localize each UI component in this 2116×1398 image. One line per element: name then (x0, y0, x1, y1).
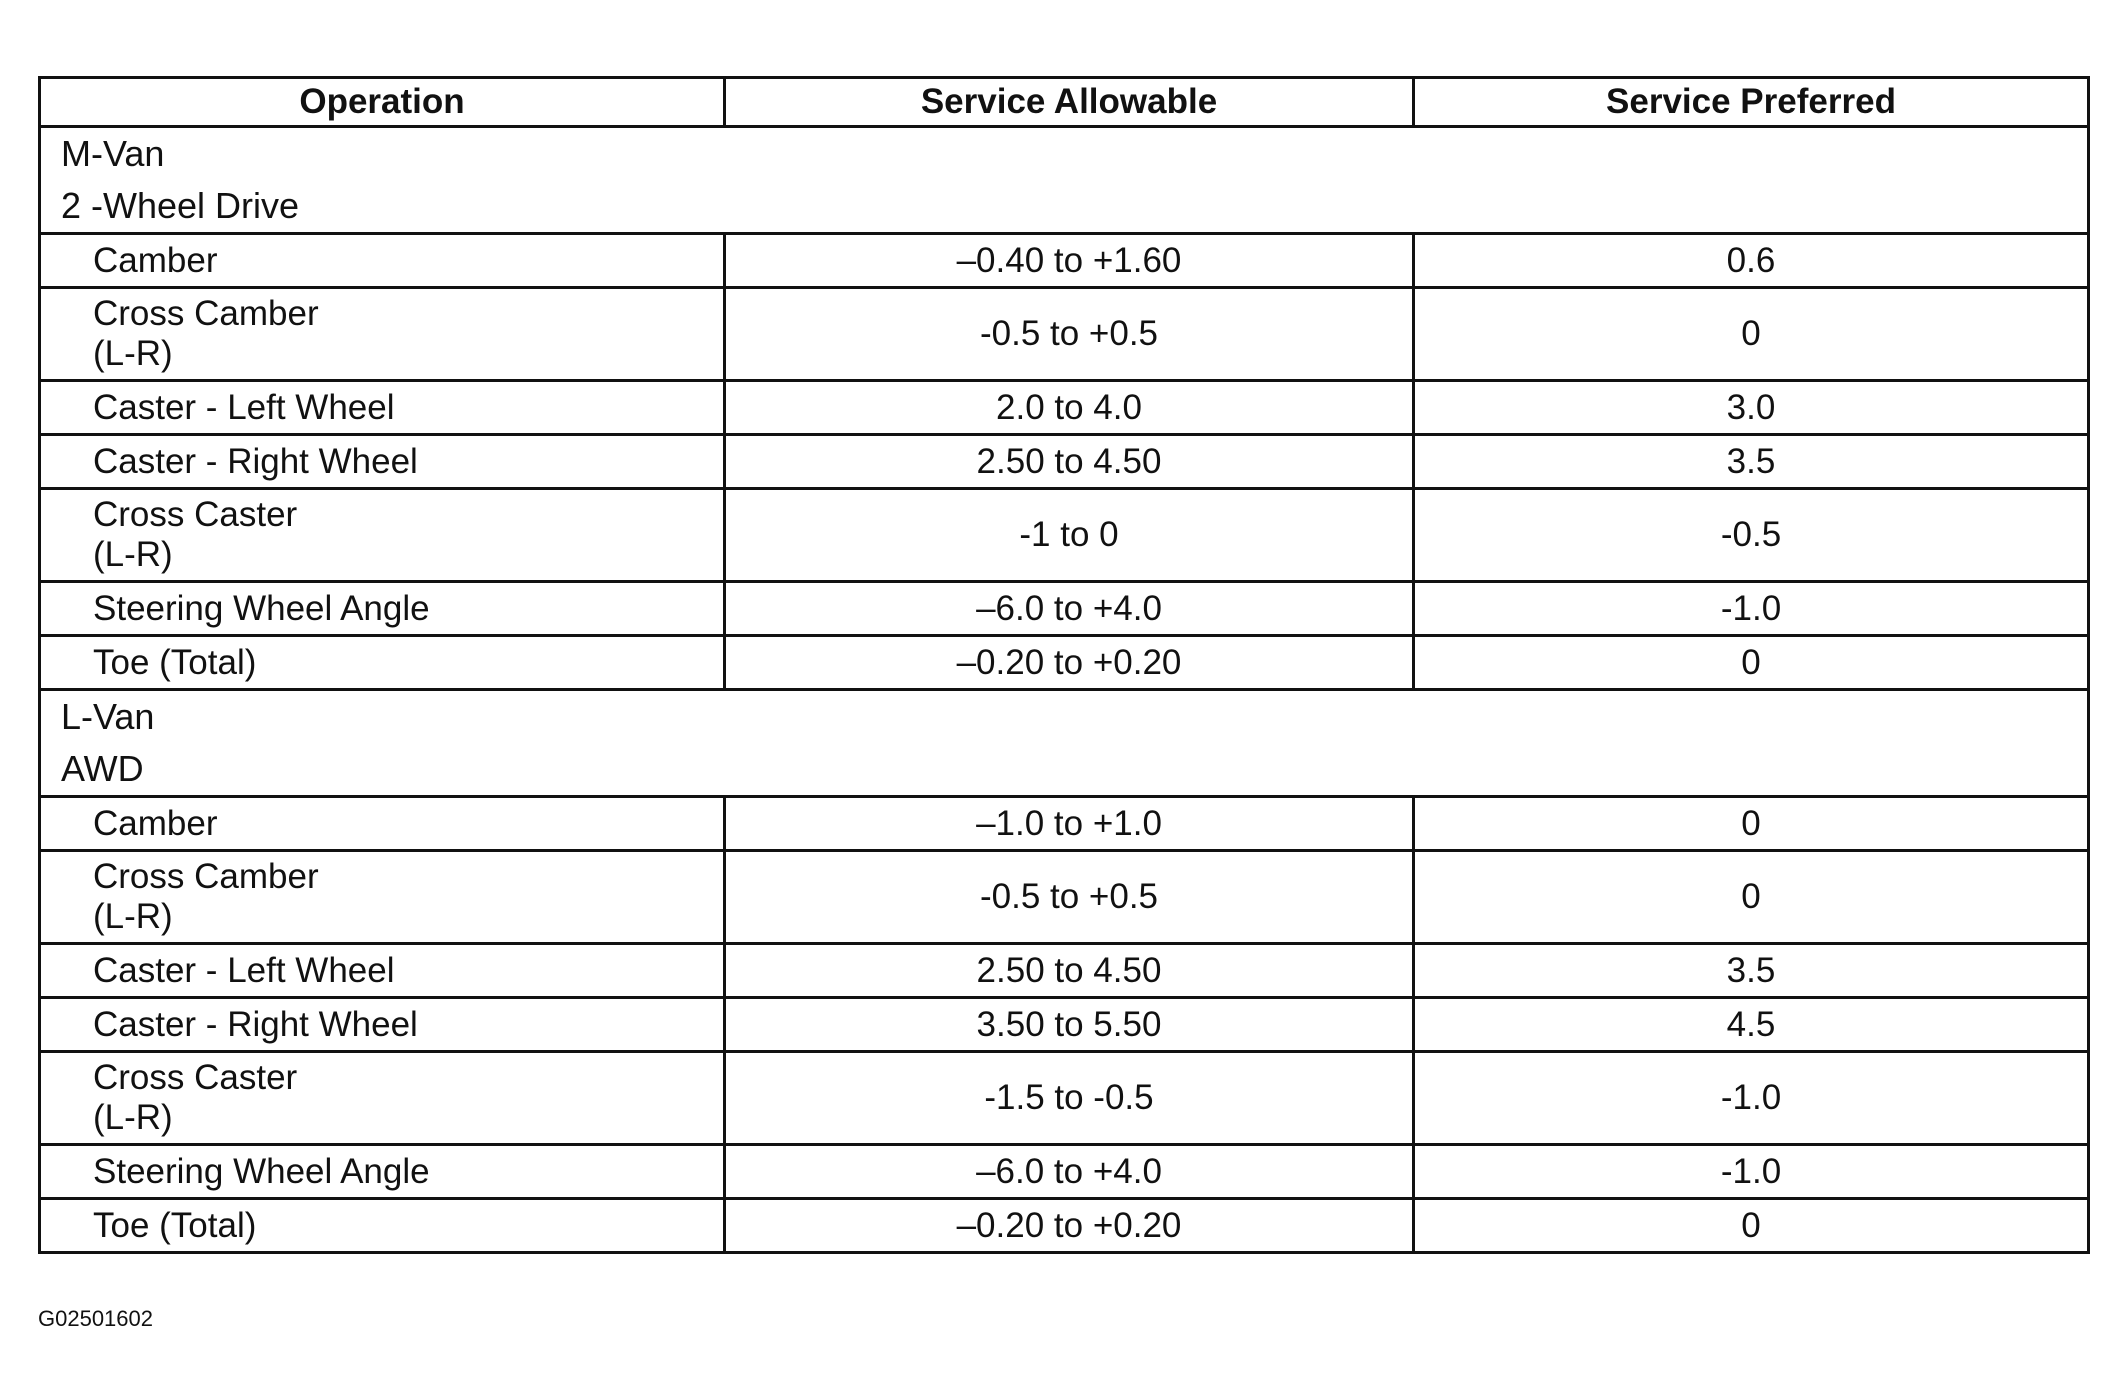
table-row (40, 489, 2089, 582)
table-row (40, 381, 2089, 435)
service-preferred-cell: -1.0 (1414, 1145, 2089, 1199)
operation-text: Toe (Total) (93, 642, 257, 682)
header-row (40, 78, 2089, 127)
service-allowable-cell: 2.50 to 4.50 (725, 944, 1414, 998)
section-label-line: M-Van (61, 133, 165, 174)
operation-text: Camber (93, 803, 218, 843)
service-preferred-cell: 0 (1414, 851, 2089, 944)
service-allowable-cell: 2.0 to 4.0 (725, 381, 1414, 435)
operation-text: Toe (Total) (93, 1205, 257, 1245)
service-preferred-cell: 0 (1414, 797, 2089, 851)
service-allowable-cell: –0.20 to +0.20 (725, 636, 1414, 690)
table-row (40, 851, 2089, 944)
service-allowable-cell: 3.50 to 5.50 (725, 998, 1414, 1052)
table-row (40, 1145, 2089, 1199)
column-header-service-allowable: Service Allowable (725, 78, 1414, 127)
service-preferred-cell: 3.5 (1414, 435, 2089, 489)
operation-cell (40, 797, 725, 851)
operation-text: (L-R) (93, 897, 173, 936)
operation-cell (40, 381, 725, 435)
service-preferred-cell: -1.0 (1414, 1052, 2089, 1145)
table-row (40, 797, 2089, 851)
table-row (40, 998, 2089, 1052)
service-allowable-cell: -1.5 to -0.5 (725, 1052, 1414, 1145)
table-row (40, 435, 2089, 489)
service-allowable-cell: -0.5 to +0.5 (725, 288, 1414, 381)
operation-text: Caster - Right Wheel (93, 441, 418, 481)
service-preferred-cell: -0.5 (1414, 489, 2089, 582)
operation-text: (L-R) (93, 334, 173, 373)
table-row (40, 1052, 2089, 1145)
service-preferred-cell: -1.0 (1414, 582, 2089, 636)
operation-cell (40, 1052, 725, 1145)
operation-cell (40, 435, 725, 489)
section-label-line: AWD (61, 748, 144, 789)
operation-text: Steering Wheel Angle (93, 588, 430, 628)
figure-id: G02501602 (38, 1306, 153, 1331)
operation-text: Cross Caster (93, 1058, 298, 1097)
table-row (40, 1199, 2089, 1253)
operation-text: Caster - Left Wheel (93, 950, 395, 990)
service-preferred-cell: 0.6 (1414, 234, 2089, 288)
table-row (40, 636, 2089, 690)
section-header-row (40, 690, 2089, 797)
table-row (40, 944, 2089, 998)
table-row (40, 582, 2089, 636)
section-label (40, 127, 2089, 234)
table-row (40, 288, 2089, 381)
service-allowable-cell: –0.40 to +1.60 (725, 234, 1414, 288)
alignment-spec-table (38, 76, 2090, 1254)
operation-cell (40, 851, 725, 944)
service-preferred-cell: 3.0 (1414, 381, 2089, 435)
operation-text: Steering Wheel Angle (93, 1151, 430, 1191)
operation-cell (40, 234, 725, 288)
service-allowable-cell: –6.0 to +4.0 (725, 582, 1414, 636)
service-allowable-cell: –0.20 to +0.20 (725, 1199, 1414, 1253)
operation-cell (40, 1199, 725, 1253)
section-label-line: L-Van (61, 696, 155, 737)
section-label-line: 2 -Wheel Drive (61, 185, 300, 226)
service-preferred-cell: 0 (1414, 1199, 2089, 1253)
operation-cell (40, 944, 725, 998)
operation-text: (L-R) (93, 1098, 173, 1137)
service-preferred-cell: 0 (1414, 288, 2089, 381)
operation-cell (40, 582, 725, 636)
operation-cell (40, 288, 725, 381)
service-preferred-cell: 0 (1414, 636, 2089, 690)
operation-text: (L-R) (93, 535, 173, 574)
service-preferred-cell: 3.5 (1414, 944, 2089, 998)
column-header-service-preferred: Service Preferred (1414, 78, 2089, 127)
section-label (40, 690, 2089, 797)
operation-text: Caster - Right Wheel (93, 1004, 418, 1044)
service-allowable-cell: 2.50 to 4.50 (725, 435, 1414, 489)
section-header-row (40, 127, 2089, 234)
service-preferred-cell: 4.5 (1414, 998, 2089, 1052)
service-allowable-cell: -1 to 0 (725, 489, 1414, 582)
operation-text: Camber (93, 240, 218, 280)
table-body (40, 127, 2089, 1253)
operation-text: Cross Caster (93, 495, 298, 534)
operation-cell (40, 636, 725, 690)
operation-cell (40, 998, 725, 1052)
operation-cell (40, 1145, 725, 1199)
table-row (40, 234, 2089, 288)
operation-cell (40, 489, 725, 582)
column-header-operation: Operation (40, 78, 725, 127)
operation-text: Cross Camber (93, 294, 319, 333)
service-allowable-cell: –6.0 to +4.0 (725, 1145, 1414, 1199)
operation-text: Caster - Left Wheel (93, 387, 395, 427)
service-allowable-cell: -0.5 to +0.5 (725, 851, 1414, 944)
service-allowable-cell: –1.0 to +1.0 (725, 797, 1414, 851)
operation-text: Cross Camber (93, 857, 319, 896)
